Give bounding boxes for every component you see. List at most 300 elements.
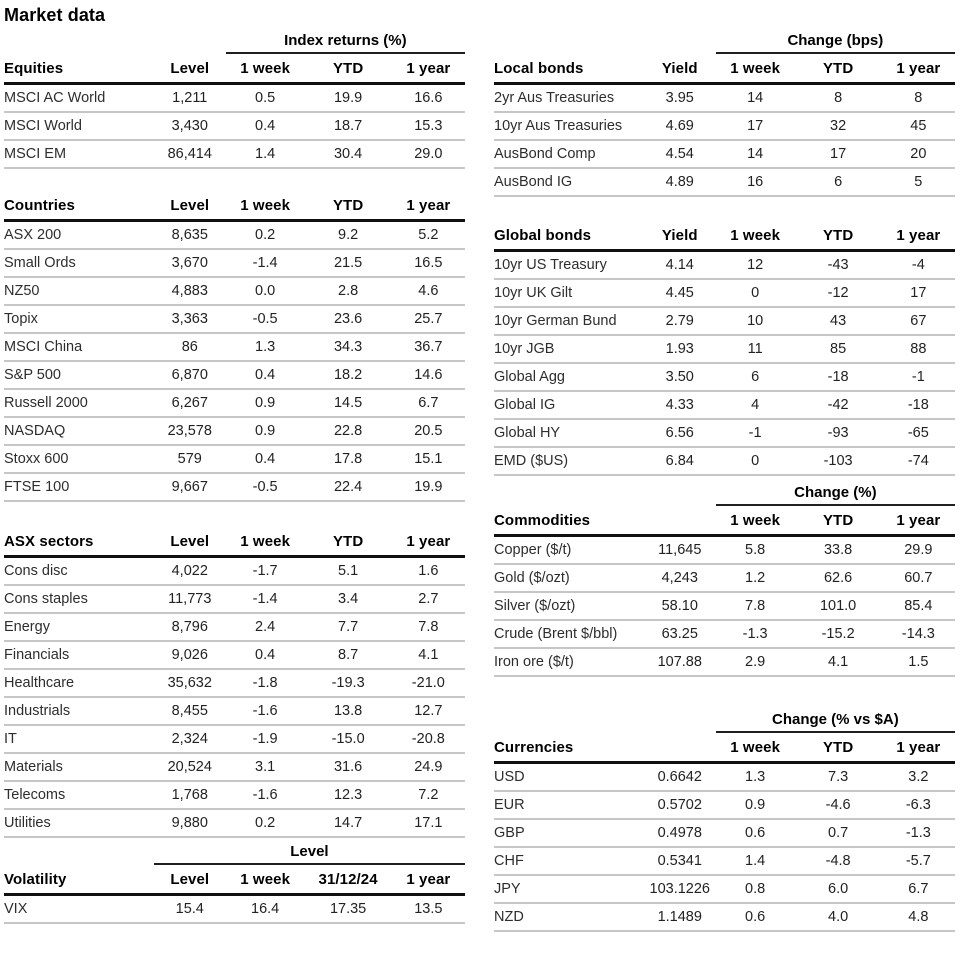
cell-value: -1.4	[226, 249, 305, 277]
column-header: Yield	[644, 53, 716, 84]
column-header: 1 year	[882, 732, 955, 763]
cell-value: 17.35	[305, 895, 392, 924]
cell-value: 14.7	[305, 809, 392, 837]
table-row	[4, 361, 465, 389]
column-header: 1 week	[226, 53, 305, 84]
section-title-local-bonds: Local bonds	[494, 53, 644, 84]
cell-value: 4.14	[644, 251, 716, 280]
row-label: FTSE 100	[4, 473, 154, 501]
table-row	[494, 564, 955, 592]
cell-value: 11,773	[154, 585, 226, 613]
cell-value: 3.2	[882, 763, 955, 792]
cell-value: 6	[795, 168, 882, 196]
table-row	[4, 112, 465, 140]
cell-value: 3.4	[305, 585, 392, 613]
row-label: Silver ($/ozt)	[494, 592, 644, 620]
cell-value: -1.4	[226, 585, 305, 613]
table-global-bonds	[494, 221, 955, 476]
cell-value: 14.6	[392, 361, 465, 389]
cell-value: 11,645	[644, 536, 716, 565]
cell-value: 7.8	[392, 613, 465, 641]
row-label: Small Ords	[4, 249, 154, 277]
cell-value: 67	[882, 307, 955, 335]
cell-value: 10	[716, 307, 795, 335]
right-column	[494, 0, 955, 932]
cell-value: 0.5	[226, 84, 305, 113]
cell-value: -0.5	[226, 305, 305, 333]
cell-value: 4.1	[795, 648, 882, 676]
cell-value: 3.95	[644, 84, 716, 113]
row-label: AusBond IG	[494, 168, 644, 196]
group-header-label: Change (% vs $A)	[716, 707, 955, 732]
column-header: 1 year	[392, 864, 465, 895]
group-header-row	[494, 480, 955, 505]
cell-value: 5.8	[716, 536, 795, 565]
group-header-spacer	[4, 839, 154, 864]
header-row	[494, 221, 955, 251]
cell-value: 4.6	[392, 277, 465, 305]
cell-value: 1.5	[882, 648, 955, 676]
cell-value: 2.7	[392, 585, 465, 613]
row-label: 10yr UK Gilt	[494, 279, 644, 307]
cell-value: 4.8	[882, 903, 955, 931]
cell-value: 86,414	[154, 140, 226, 168]
cell-value: 6.7	[882, 875, 955, 903]
column-header: YTD	[305, 191, 392, 221]
section-title-equities: Equities	[4, 53, 154, 84]
cell-value: -1.3	[882, 819, 955, 847]
row-label: 10yr Aus Treasuries	[494, 112, 644, 140]
row-label: Global HY	[494, 419, 644, 447]
group-header-row	[494, 28, 955, 53]
group-header-spacer	[4, 28, 226, 53]
section-title-commodities: Commodities	[494, 505, 644, 536]
table-row	[4, 641, 465, 669]
row-label: Copper ($/t)	[494, 536, 644, 565]
table-row	[494, 140, 955, 168]
column-header: 1 week	[716, 505, 795, 536]
cell-value: 0.4	[226, 361, 305, 389]
table-row	[494, 251, 955, 280]
column-header: 1 week	[226, 527, 305, 557]
row-label: 10yr JGB	[494, 335, 644, 363]
cell-value: -74	[882, 447, 955, 475]
row-label: Stoxx 600	[4, 445, 154, 473]
cell-value: 7.2	[392, 781, 465, 809]
row-label: 10yr US Treasury	[494, 251, 644, 280]
cell-value: 16.5	[392, 249, 465, 277]
row-label: VIX	[4, 895, 154, 924]
cell-value: -103	[795, 447, 882, 475]
column-header: YTD	[795, 221, 882, 251]
cell-value: 86	[154, 333, 226, 361]
table-row	[4, 669, 465, 697]
cell-value: -65	[882, 419, 955, 447]
row-label: Utilities	[4, 809, 154, 837]
header-row	[494, 53, 955, 84]
cell-value: 18.2	[305, 361, 392, 389]
cell-value: -1.6	[226, 781, 305, 809]
row-label: NASDAQ	[4, 417, 154, 445]
group-header-spacer	[494, 707, 716, 732]
cell-value: 3,363	[154, 305, 226, 333]
table-row	[494, 307, 955, 335]
column-header: 1 week	[226, 191, 305, 221]
cell-value: 34.3	[305, 333, 392, 361]
row-label: Topix	[4, 305, 154, 333]
table-row	[494, 168, 955, 196]
cell-value: 0.5341	[644, 847, 716, 875]
table-row	[494, 391, 955, 419]
cell-value: 36.7	[392, 333, 465, 361]
column-header: YTD	[795, 732, 882, 763]
cell-value: -4	[882, 251, 955, 280]
header-row	[4, 527, 465, 557]
cell-value: 7.7	[305, 613, 392, 641]
cell-value: 17	[795, 140, 882, 168]
cell-value: 30.4	[305, 140, 392, 168]
cell-value: 20.5	[392, 417, 465, 445]
table-row	[4, 221, 465, 250]
table-row	[494, 419, 955, 447]
table-row	[494, 875, 955, 903]
column-header: 1 year	[392, 53, 465, 84]
cell-value: 4.89	[644, 168, 716, 196]
cell-value: 23.6	[305, 305, 392, 333]
cell-value: 1.93	[644, 335, 716, 363]
cell-value: 16	[716, 168, 795, 196]
table-row	[4, 557, 465, 586]
row-label: Iron ore ($/t)	[494, 648, 644, 676]
row-label: CHF	[494, 847, 644, 875]
table-row	[4, 445, 465, 473]
page-title: Market data	[4, 5, 106, 25]
cell-value: 19.9	[305, 84, 392, 113]
cell-value: 4,243	[644, 564, 716, 592]
cell-value: 4.69	[644, 112, 716, 140]
cell-value: 15.1	[392, 445, 465, 473]
section-title-asx-sectors: ASX sectors	[4, 527, 154, 557]
group-header-spacer	[494, 480, 716, 505]
cell-value: 6,870	[154, 361, 226, 389]
cell-value: 12	[716, 251, 795, 280]
table-row	[4, 895, 465, 924]
column-header: YTD	[795, 505, 882, 536]
cell-value: 5.1	[305, 557, 392, 586]
cell-value: 8	[882, 84, 955, 113]
cell-value: 2,324	[154, 725, 226, 753]
group-header-label: Change (bps)	[716, 28, 955, 53]
cell-value: 9,026	[154, 641, 226, 669]
cell-value: 6	[716, 363, 795, 391]
table-row	[4, 277, 465, 305]
cell-value: 20,524	[154, 753, 226, 781]
cell-value: 0.6	[716, 819, 795, 847]
group-header-label: Level	[154, 839, 465, 864]
cell-value: 60.7	[882, 564, 955, 592]
table-row	[4, 333, 465, 361]
cell-value: 101.0	[795, 592, 882, 620]
cell-value: 29.9	[882, 536, 955, 565]
cell-value: -1	[716, 419, 795, 447]
cell-value: 0.9	[226, 389, 305, 417]
table-row	[494, 819, 955, 847]
row-label: Global Agg	[494, 363, 644, 391]
column-header: 1 year	[392, 527, 465, 557]
cell-value: 19.9	[392, 473, 465, 501]
cell-value: -18	[795, 363, 882, 391]
cell-value: 11	[716, 335, 795, 363]
cell-value: 0.4	[226, 445, 305, 473]
cell-value: 9.2	[305, 221, 392, 250]
cell-value: 20	[882, 140, 955, 168]
cell-value: -14.3	[882, 620, 955, 648]
cell-value: 8,635	[154, 221, 226, 250]
cell-value: -1.7	[226, 557, 305, 586]
cell-value: 22.8	[305, 417, 392, 445]
cell-value: 21.5	[305, 249, 392, 277]
table-asx-sectors	[4, 527, 465, 838]
table-row	[494, 592, 955, 620]
cell-value: 0.9	[226, 417, 305, 445]
cell-value: 12.7	[392, 697, 465, 725]
table-row	[4, 389, 465, 417]
cell-value: 24.9	[392, 753, 465, 781]
cell-value: 23,578	[154, 417, 226, 445]
cell-value: -1.8	[226, 669, 305, 697]
cell-value: 2.79	[644, 307, 716, 335]
cell-value: -15.2	[795, 620, 882, 648]
cell-value: 45	[882, 112, 955, 140]
group-header-row	[4, 28, 465, 53]
table-equities	[4, 28, 465, 169]
section-title-global-bonds: Global bonds	[494, 221, 644, 251]
left-column	[4, 0, 465, 924]
cell-value: 2.9	[716, 648, 795, 676]
cell-value: 0.6642	[644, 763, 716, 792]
cell-value: -5.7	[882, 847, 955, 875]
cell-value: 4.54	[644, 140, 716, 168]
cell-value: 5	[882, 168, 955, 196]
row-label: EMD ($US)	[494, 447, 644, 475]
cell-value: 0.2	[226, 221, 305, 250]
cell-value: 43	[795, 307, 882, 335]
column-header	[644, 505, 716, 536]
row-label: Telecoms	[4, 781, 154, 809]
table-row	[494, 363, 955, 391]
column-header: 1 week	[716, 732, 795, 763]
cell-value: 3,670	[154, 249, 226, 277]
cell-value: 1.1489	[644, 903, 716, 931]
row-label: Materials	[4, 753, 154, 781]
cell-value: -18	[882, 391, 955, 419]
table-row	[494, 620, 955, 648]
cell-value: 32	[795, 112, 882, 140]
group-header-spacer	[494, 28, 716, 53]
table-row	[4, 613, 465, 641]
cell-value: 4.45	[644, 279, 716, 307]
cell-value: 12.3	[305, 781, 392, 809]
cell-value: 2.4	[226, 613, 305, 641]
cell-value: -43	[795, 251, 882, 280]
cell-value: 4,883	[154, 277, 226, 305]
table-commodities	[494, 480, 955, 677]
row-label: S&P 500	[4, 361, 154, 389]
row-label: 10yr German Bund	[494, 307, 644, 335]
cell-value: 6.56	[644, 419, 716, 447]
cell-value: 579	[154, 445, 226, 473]
table-row	[4, 140, 465, 168]
table-row	[4, 753, 465, 781]
cell-value: 1.3	[226, 333, 305, 361]
cell-value: 17	[716, 112, 795, 140]
table-row	[4, 84, 465, 113]
cell-value: 4.33	[644, 391, 716, 419]
table-row	[4, 417, 465, 445]
row-label: JPY	[494, 875, 644, 903]
column-header: 1 week	[226, 864, 305, 895]
cell-value: 0.9	[716, 791, 795, 819]
cell-value: 0.4	[226, 112, 305, 140]
table-row	[494, 84, 955, 113]
cell-value: 2.8	[305, 277, 392, 305]
cell-value: 0.0	[226, 277, 305, 305]
cell-value: -12	[795, 279, 882, 307]
cell-value: 1,768	[154, 781, 226, 809]
cell-value: 6.84	[644, 447, 716, 475]
column-header	[644, 732, 716, 763]
table-row	[4, 781, 465, 809]
cell-value: 0.2	[226, 809, 305, 837]
cell-value: 5.2	[392, 221, 465, 250]
cell-value: 85.4	[882, 592, 955, 620]
header-row	[4, 864, 465, 895]
cell-value: 29.0	[392, 140, 465, 168]
row-label: EUR	[494, 791, 644, 819]
cell-value: 17	[882, 279, 955, 307]
cell-value: 14	[716, 140, 795, 168]
cell-value: 17.8	[305, 445, 392, 473]
cell-value: 8.7	[305, 641, 392, 669]
cell-value: 4	[716, 391, 795, 419]
header-row	[4, 53, 465, 84]
cell-value: 33.8	[795, 536, 882, 565]
cell-value: -4.6	[795, 791, 882, 819]
table-row	[494, 112, 955, 140]
cell-value: 16.4	[226, 895, 305, 924]
header-row	[494, 505, 955, 536]
cell-value: 31.6	[305, 753, 392, 781]
cell-value: -0.5	[226, 473, 305, 501]
section-title-currencies: Currencies	[494, 732, 644, 763]
table-row	[4, 725, 465, 753]
column-header: 1 week	[716, 221, 795, 251]
cell-value: 8,796	[154, 613, 226, 641]
cell-value: 3,430	[154, 112, 226, 140]
cell-value: 14.5	[305, 389, 392, 417]
cell-value: 8	[795, 84, 882, 113]
table-row	[4, 305, 465, 333]
cell-value: -6.3	[882, 791, 955, 819]
cell-value: 0.4	[226, 641, 305, 669]
table-row	[494, 791, 955, 819]
cell-value: 16.6	[392, 84, 465, 113]
cell-value: 15.4	[154, 895, 226, 924]
cell-value: -1.6	[226, 697, 305, 725]
row-label: Cons staples	[4, 585, 154, 613]
cell-value: 0.8	[716, 875, 795, 903]
row-label: 2yr Aus Treasuries	[494, 84, 644, 113]
row-label: ASX 200	[4, 221, 154, 250]
cell-value: 3.1	[226, 753, 305, 781]
cell-value: 0.7	[795, 819, 882, 847]
column-header: 1 year	[882, 53, 955, 84]
cell-value: 103.1226	[644, 875, 716, 903]
cell-value: 58.10	[644, 592, 716, 620]
row-label: NZD	[494, 903, 644, 931]
cell-value: 88	[882, 335, 955, 363]
cell-value: 15.3	[392, 112, 465, 140]
column-header: 31/12/24	[305, 864, 392, 895]
header-row	[4, 191, 465, 221]
row-label: MSCI China	[4, 333, 154, 361]
table-row	[4, 585, 465, 613]
row-label: GBP	[494, 819, 644, 847]
cell-value: 1.4	[716, 847, 795, 875]
column-header: YTD	[795, 53, 882, 84]
table-row	[4, 809, 465, 837]
header-row	[494, 732, 955, 763]
column-header: Level	[154, 864, 226, 895]
group-header-row	[4, 839, 465, 864]
cell-value: 17.1	[392, 809, 465, 837]
cell-value: 22.4	[305, 473, 392, 501]
row-label: NZ50	[4, 277, 154, 305]
row-label: Financials	[4, 641, 154, 669]
cell-value: 6.7	[392, 389, 465, 417]
cell-value: 1.6	[392, 557, 465, 586]
cell-value: 35,632	[154, 669, 226, 697]
cell-value: 8,455	[154, 697, 226, 725]
table-row	[494, 847, 955, 875]
cell-value: 13.8	[305, 697, 392, 725]
table-row	[494, 903, 955, 931]
table-row	[4, 473, 465, 501]
row-label: AusBond Comp	[494, 140, 644, 168]
table-row	[494, 447, 955, 475]
table-countries	[4, 191, 465, 502]
cell-value: 4.0	[795, 903, 882, 931]
group-header-label: Change (%)	[716, 480, 955, 505]
table-row	[494, 536, 955, 565]
table-row	[494, 335, 955, 363]
column-header: YTD	[305, 527, 392, 557]
row-label: MSCI AC World	[4, 84, 154, 113]
cell-value: 107.88	[644, 648, 716, 676]
cell-value: 14	[716, 84, 795, 113]
row-label: MSCI EM	[4, 140, 154, 168]
cell-value: -42	[795, 391, 882, 419]
table-row	[494, 279, 955, 307]
table-row	[494, 763, 955, 792]
section-title-volatility: Volatility	[4, 864, 154, 895]
column-header: 1 week	[716, 53, 795, 84]
cell-value: 18.7	[305, 112, 392, 140]
row-label: Crude (Brent $/bbl)	[494, 620, 644, 648]
row-label: Gold ($/ozt)	[494, 564, 644, 592]
table-row	[494, 648, 955, 676]
cell-value: 13.5	[392, 895, 465, 924]
